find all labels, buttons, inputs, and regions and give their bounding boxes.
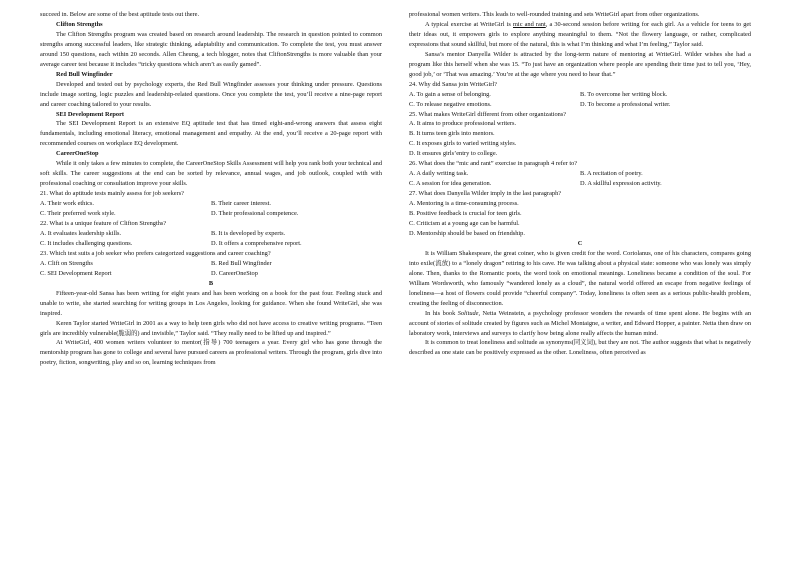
paragraph-b3: At WriteGirl, 400 women writers volunteer to mentor(指导) 700 teenagers a year. Every girl who has gone through the mentorship program has gone to college and several have pursued careers as professional writers. Through the program, girls dive into poetry, fiction, songwriting, play and so on, learning techniques from [40,339,382,367]
option[interactable]: D. CareerOneStop [211,269,258,277]
option[interactable]: D. A skillful expression activity. [580,180,662,188]
underlined-phrase: mic and rant [513,20,546,28]
option[interactable]: C. To release negative emotions. [409,100,492,108]
text: In his book [425,309,458,317]
question-21: 21. What do aptitude tests mainly assess for job seekers? [40,190,184,198]
text: , a 30-second session before writing for each girl. As a vehicle for teens to get their ideas out, it empowers girls to explore anything meaningful to them. “Not the flowery language, or rather, complicated expressions that sound skillful, but more of the natural, this is what I’m thinking and what I’m feeling,” Taylor said. [409,20,751,48]
question-24: 24. Why did Sansa join WriteGirl? [409,80,497,88]
text: A typical exercise at WriteGirl is [425,20,513,28]
question-23-options [40,259,382,269]
option[interactable]: D. It ensures girls’entry to college. [409,150,498,158]
section-c-heading: C [577,239,583,247]
question-21-options [40,209,382,219]
heading-redbull: Red Bull Wingfinder [56,70,113,78]
option[interactable]: A. It evaluates leadership skills. [40,229,122,237]
question-26-options [409,169,751,179]
question-22: 22. What is a unique feature of Clifton Strengths? [40,220,167,228]
option[interactable]: B. It turns teen girls into mentors. [409,130,495,138]
option[interactable]: D. To become a professional writer. [580,100,671,108]
paragraph-b4 [409,20,751,50]
option[interactable]: A. Their work ethics. [40,200,94,208]
option[interactable]: C. Their preferred work style. [40,210,116,218]
option[interactable]: D. It offers a comprehensive report. [211,239,302,247]
text: , Netta Weinstein, a psychology professor wonders the rewards of time spent alone. He begins with an account of stories of solitude created by figures such as Michel Montaigne, a writer, and Edward Hopper, a painter. Netta then draw on laboratory work, interviews and surveys to clarify how being alone really affects the human mind. [409,309,752,337]
option[interactable]: A. Clift on Strengths [40,259,93,267]
paragraph-clifton: The Clifton Strengths program was created based on research around leadership. The research in question pointed to common strengths among successful leaders, like strategic thinking, adaptability and communication. To complete the test, you must answer around 150 questions, each within 20 seconds. Allen Cheung, a tech blogger, notes that CliftonStrengths is more valuable than your average career test because it includes “tricky questions which aren’t as easily gamed”. [40,30,382,68]
paragraph-c3: It is common to treat loneliness and solitude as synonyms(同义词), but they are not. The author suggests that what is negatively described as one state can be positively expressed as the other. Loneliness, often perceived as [409,339,751,357]
question-23: 23. Which test suits a job seeker who prefers categorized suggestions and career coaching? [40,249,271,257]
option[interactable]: C. It includes challenging questions. [40,239,133,247]
option[interactable]: A. It aims to produce professional writers. [409,120,517,128]
question-25: 25. What makes WriteGirl different from other organizations? [409,110,567,118]
paragraph-b1: Fifteen-year-old Sansa has been writing for eight years and has been working on a book for the past four. Feeling stuck and unable to write, she started searching for writing groups in Los Angeles, looking for guidance. When she found WriteGirl, she was inspired. [40,289,382,317]
question-24-options [409,100,751,110]
paragraph-redbull: Developed and tested out by psychology experts, the Red Bull Wingfinder assesses your thinking under pressure. Questions include image sorting, logic puzzles and leadership-related questions. Once you complete the test, you’ll receive a nine-page report and career coaching tailored to your results. [40,80,382,108]
question-23-options [40,269,382,279]
book-title: Solitude [457,309,479,317]
question-22-options [40,239,382,249]
left-column [40,10,382,368]
right-column [409,10,751,358]
option[interactable]: C. It exposes girls to varied writing styles. [409,140,517,148]
question-24-options [409,90,751,100]
heading-careeronestop: CareerOneStop [56,150,99,158]
paragraph-sei: The SEI Development Report is an extensive EQ aptitude test that has timed eight-and-wrong answers that assess eight fundamentals, including emotional literacy, emotional management and empathy. At the end, you’ll receive a 20-page report with recommended courses on workplace EQ development. [40,120,382,148]
section-b-heading: B [208,279,214,287]
paragraph-b3-continued: professional women writers. This leads to well-rounded training and sets WriteGirl apart from other organizations. [409,11,700,18]
paragraph-c1: It is William Shakespeare, the great coiner, who is given credit for the word. Coriolanus, one of his characters, compares going into exile(流放) to a “lonely dragon” retiring to his cave. He was talking about a physical state: someone who was lonely was simply alone. Then, thanks to the Romantic poets, the word took on emotional meanings. Loneliness became a condition of the soul. For William Wordsworth, who famously “wandered lonely as a cloud”, the natural world offered an escape from negative feelings of loneliness—a host of flowers could provide “cheerful company”. Today, loneliness is often seen as a serious public-health problem, creating the feeling of disconnection. [409,249,751,307]
option[interactable]: C. SEI Development Report [40,269,112,277]
option[interactable]: B. It is developed by experts. [211,229,286,237]
option[interactable]: C. Criticism at a young age can be harmful. [409,220,520,228]
option[interactable]: B. Positive feedback is crucial for teen girls. [409,210,522,218]
question-27: 27. What does Danyella Wilder imply in the last paragraph? [409,190,562,198]
option[interactable]: B. To overcome her writing block. [580,90,668,98]
heading-sei: SEI Development Report [56,110,125,118]
paragraph-b5: Sansa’s mentor Danyella Wilder is attracted by the long-term nature of mentoring at WriteGirl. Wilder wishes she had a program like this herself when she was 15. “To just have an organization where people are spending their time just to tell you, ‘Hey, good job,’ or ‘That was amazing.’ You’re at the age where you need to hear that.” [409,50,751,78]
intro-line: succeed in. Below are some of the best aptitude tests out there. [40,11,200,18]
option[interactable]: D. Mentorship should be based on friendship. [409,229,525,237]
question-26: 26. What does the “mic and rant” exercise in paragraph 4 refer to? [409,160,578,168]
paragraph-b2: Keren Taylor started WriteGirl in 2001 as a way to help teen girls who did not have access to creative writing programs. “Teen girls are incredibly vulnerable(脆弱的) and invisible,” Taylor said. “They really need to be lifted up and inspired.” [40,319,382,337]
paragraph-c2 [409,309,751,339]
option[interactable]: A. Mentoring is a time-consuming process. [409,200,519,208]
heading-clifton: Clifton Strengths [56,20,103,28]
option[interactable]: B. Their career interest. [211,200,271,208]
option[interactable]: B. A recitation of poetry. [580,170,643,178]
paragraph-careeronestop: While it only takes a few minutes to complete, the CareerOneStop Skills Assessment will help you rank both your technical and soft skills. The career suggestions at the end can be sorted by relevance, annual wages, and job outlook, coupled with with professional coaching or consultation improve your skills. [40,160,382,188]
option[interactable]: C. A session for idea generation. [409,180,492,188]
question-22-options [40,229,382,239]
option[interactable]: B. Red Bull Wingfinder [211,259,272,267]
question-21-options [40,199,382,209]
option[interactable]: A. To gain a sense of belonging. [409,90,491,98]
question-26-options [409,179,751,189]
option[interactable]: A. A daily writing task. [409,170,469,178]
option[interactable]: D. Their professional competence. [211,210,299,218]
